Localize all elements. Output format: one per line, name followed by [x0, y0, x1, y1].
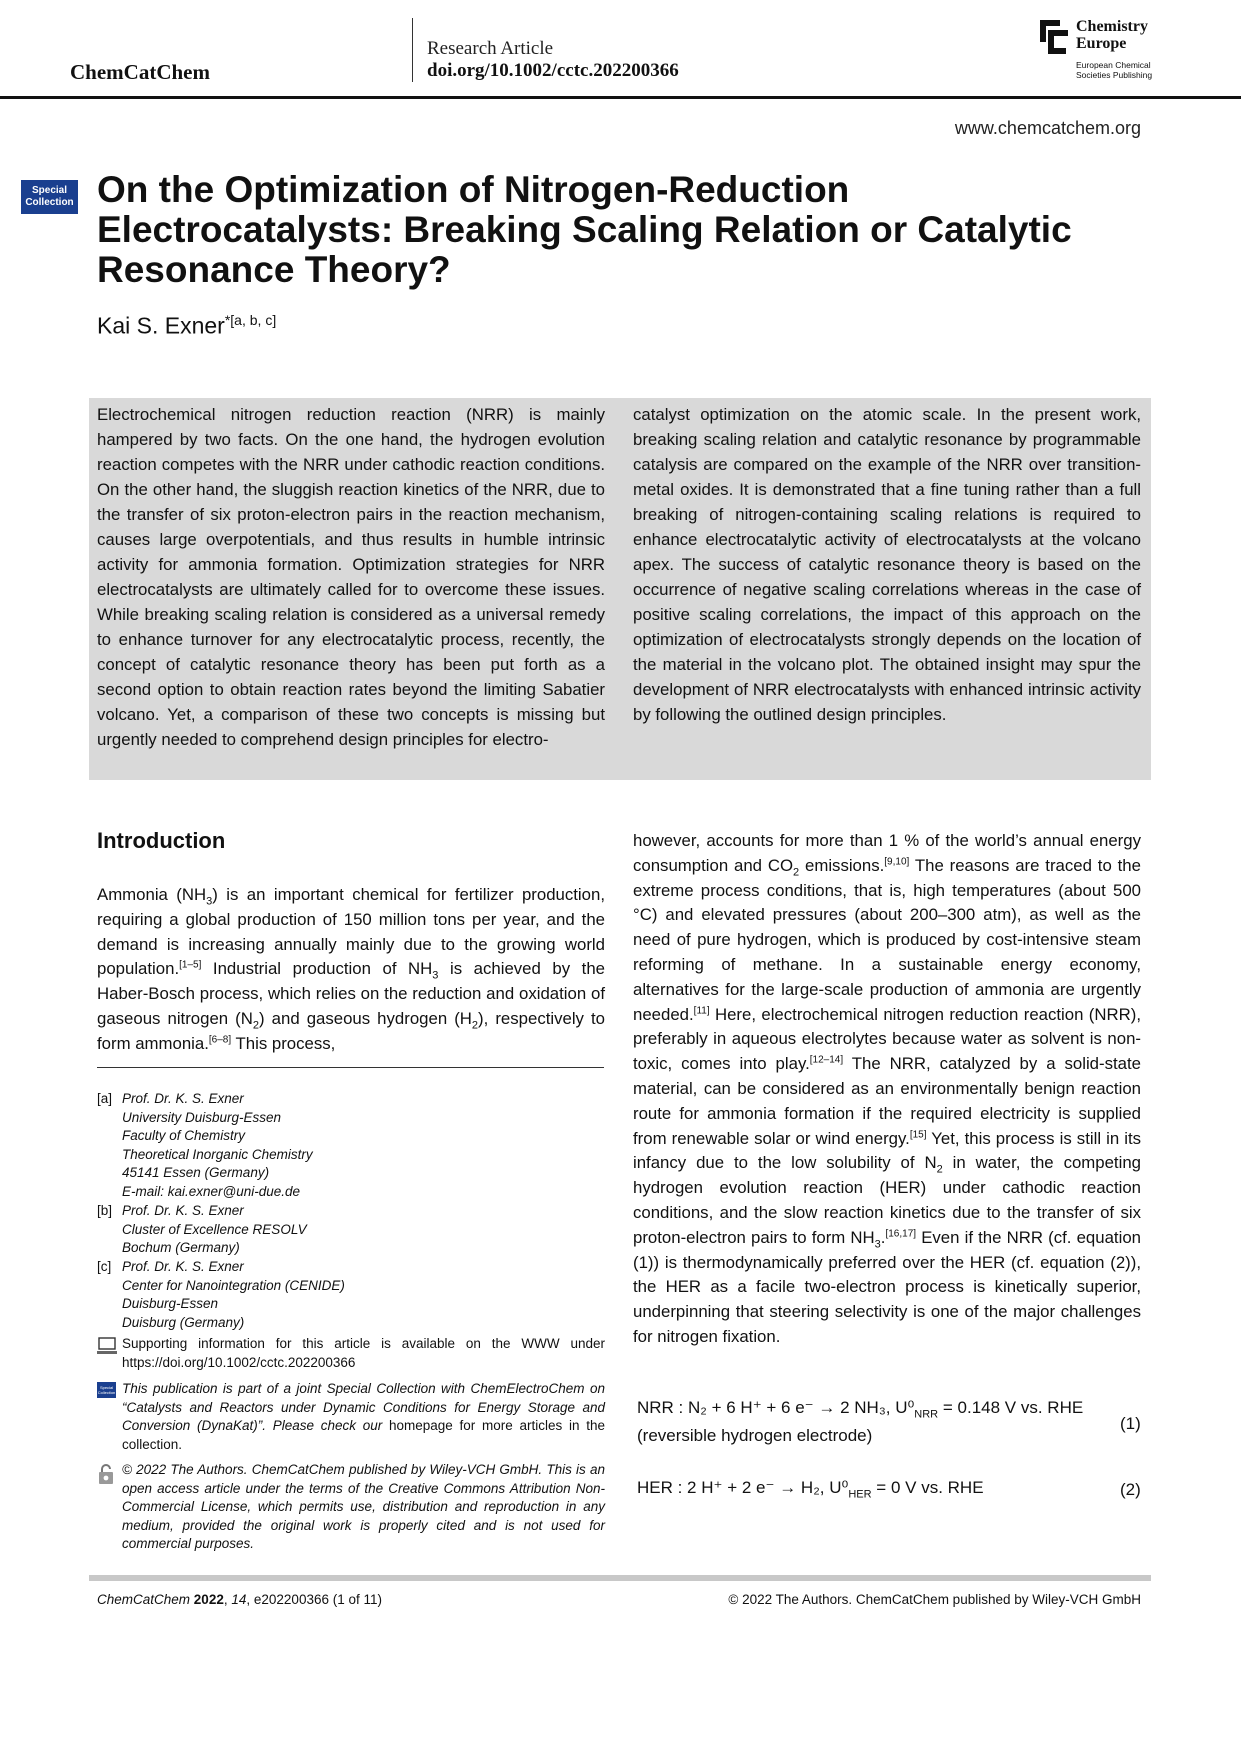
title-line-1: On the Optimization of Nitrogen-Reduction — [97, 169, 850, 210]
text: Ammonia (NH — [97, 885, 207, 904]
author-name[interactable]: Kai S. Exner — [97, 312, 225, 339]
affiliation-divider — [97, 1067, 604, 1068]
subscript: 3 — [874, 1238, 881, 1251]
collection-note-text: This publication is part of a joint Special Collection with ChemElectroChem on “Catalysts and Reactors under Dynamic Conditions for Energy Storage and Conversion (DynaKat)”. Please check our — [122, 1381, 605, 1433]
citation[interactable]: [12–14] — [809, 1054, 844, 1066]
affiliation-line: Bochum (Germany) — [122, 1240, 240, 1256]
text: The NRR, catalyzed by a solid-state material, can be considered as an environmentally benign reaction route for ammonia formation if the required electricity is supplied from renewable solar or wind energy. — [633, 1054, 1141, 1148]
citation[interactable]: [1–5] — [179, 959, 202, 971]
introduction-column-2 — [633, 829, 1141, 1350]
equation-2-text: HER : 2 H⁺ + 2 e⁻ → H₂, U⁰ — [637, 1478, 849, 1497]
equation-1 — [637, 1398, 1084, 1421]
text: Yet, this process is still in its infancy due to the low solubility of N — [633, 1128, 1142, 1173]
abstract-column-1: Electrochemical nitrogen reduction reaction (NRR) is mainly hampered by two facts. On the one hand, the hydrogen evolution reaction competes with the NRR under cathodic reaction conditions. On the other hand, the sluggish reaction kinetics of the NRR, due to the transfer of six proton-electron pairs in the reaction mechanism, causes large overpotentials, and thus results in humble intrinsic activity for ammonia formation. Optimization strategies for NRR electrocatalysts are ultimately called for to overcome these issues. While breaking scaling relation is considered as a universal remedy to enhance turnover for any electrocatalytic process, recently, the concept of catalytic resonance theory has been put forth as a second option to obtain reaction rates beyond the limiting Sabatier volcano. Yet, a comparison of these two concepts is missing but urgently needed to comprehend design principles for electro- — [97, 405, 605, 749]
footer-copyright: © 2022 The Authors. ChemCatChem published by Wiley-VCH GmbH — [728, 1592, 1141, 1607]
subscript: 3 — [432, 969, 439, 982]
affiliation-label: [c] — [97, 1259, 112, 1274]
title-line-2: Electrocatalysts: Breaking Scaling Relation or Catalytic — [97, 209, 1072, 250]
text: ) is an important chemical for fertilizer production, requiring a global production of 150 million tons per year, and the demand is increasing annually mainly due to the growing world population. — [97, 885, 605, 979]
equation-1-subscript: NRR — [914, 1408, 939, 1421]
subscript: 2 — [793, 866, 800, 879]
article-title — [97, 170, 1097, 290]
affiliation-line: Faculty of Chemistry — [122, 1128, 246, 1144]
text: emissions. — [799, 855, 885, 875]
affiliation-line: 45141 Essen (Germany) — [122, 1165, 270, 1181]
text: in water, the competing hydrogen evolution reaction (HER) under cathodic reaction conditions, and the slow reaction kinetics due to the transfer of six proton-electron pairs to form NH — [633, 1153, 1141, 1247]
affiliation-line: University Duisburg-Essen — [122, 1109, 282, 1125]
header-rule — [0, 96, 1241, 99]
doi-link[interactable]: doi.org/10.1002/cctc.202200366 — [427, 60, 679, 81]
footer-citation: ChemCatChem 2022, 14, e202200366 (1 of 11) — [97, 1592, 382, 1607]
logo-line1: Chemistry — [1076, 18, 1148, 35]
equation-2-number: (2) — [1120, 1480, 1141, 1499]
title-line-3: Resonance Theory? — [97, 249, 451, 290]
badge-line2: Collection — [25, 197, 74, 208]
logo-sub2: Societies Publishing — [1076, 70, 1153, 80]
citation[interactable]: [9,10] — [884, 856, 910, 868]
text: is achieved by the Haber-Bosch process, which relies on the reduction and oxidation of gaseous nitrogen (N — [97, 959, 605, 1028]
computer-icon — [97, 1337, 117, 1355]
author-affiliation-marks: *[a, b, c] — [224, 312, 277, 328]
affiliation-label: [b] — [97, 1203, 113, 1218]
text: ) and gaseous hydrogen (H — [259, 1008, 472, 1028]
special-collection-note — [97, 1380, 605, 1456]
text: The reasons are traced to the extreme process conditions, that is, high temperatures (about 500 °C) and elevated pressures (about 200–300 atm), as well as the need of pure hydrogen, which is produced by cost-intensive steam reforming of methane. In a sustainable energy economy, alternatives for the large-scale production of ammonia are urgently needed. — [633, 855, 1141, 1024]
footer-journal: ChemCatChem — [97, 1592, 191, 1607]
citation[interactable]: [11] — [693, 1004, 710, 1016]
supporting-info-text[interactable]: Supporting information for this article is available on the WWW under https://doi.org/10.1002/cctc.202200366 — [122, 1336, 605, 1370]
affiliation-line: Duisburg-Essen — [122, 1296, 219, 1312]
footer-article-number: , e202200366 (1 of 11) — [246, 1592, 382, 1607]
license-note — [97, 1461, 605, 1557]
text: Here, electrochemical nitrogen reduction reaction (NRR), preferably in aqueous electrolytes because water as solvent is non-toxic, comes into play. — [633, 1004, 1141, 1074]
equation-2-subscript: HER — [848, 1488, 872, 1501]
affiliation-email-link[interactable]: E-mail: kai.exner@uni-due.de — [122, 1184, 301, 1199]
subscript: 2 — [471, 1019, 479, 1032]
equation-1-text: NRR : N₂ + 6 H⁺ + 6 e⁻ → 2 NH₃, U⁰ — [637, 1398, 915, 1417]
affiliation-line: Cluster of Excellence RESOLV — [122, 1221, 307, 1237]
text: Even if the NRR (cf. equation (1)) is thermodynamically preferred over the HER (cf. equation (2)), the HER as a facile two-electron process is kinetically superior, underpinning that steering selectivity is one of the major challenges for nitrogen fixation. — [633, 1227, 1141, 1346]
header-divider — [412, 18, 413, 82]
affiliation-line: Theoretical Inorganic Chemistry — [122, 1146, 313, 1162]
citation[interactable]: [6–8] — [208, 1034, 232, 1046]
affiliation-line: Center for Nanointegration (CENIDE) — [122, 1277, 345, 1293]
journal-website-link[interactable]: www.chemcatchem.org — [954, 118, 1141, 138]
journal-name: ChemCatChem — [70, 60, 210, 84]
introduction-column-1 — [97, 883, 605, 1057]
section-heading-introduction: Introduction — [97, 828, 226, 853]
equation-2 — [637, 1478, 984, 1501]
affiliation-line: Prof. Dr. K. S. Exner — [122, 1203, 244, 1218]
footer-volume: 14 — [231, 1592, 247, 1607]
special-collection-icon: Special Collection — [97, 1382, 116, 1398]
equation-1-number: (1) — [1120, 1414, 1141, 1433]
equation-1-line-2: (reversible hydrogen electrode) — [637, 1426, 873, 1445]
logo-sub1: European Chemical — [1076, 60, 1151, 70]
supporting-info-note — [97, 1335, 605, 1375]
footer-year: 2022 — [193, 1592, 224, 1607]
subscript: 2 — [936, 1163, 943, 1176]
text: ), respectively to form ammonia. — [97, 1008, 605, 1053]
logo-line2: Europe — [1076, 35, 1127, 52]
abstract-column-2: catalyst optimization on the atomic scale. In the present work, breaking scaling relation and catalytic resonance by programmable catalysis are compared on the example of the NRR over transition-metal oxides. It is demonstrated that a fine tuning rather than a full breaking of nitrogen-containing scaling relations is required to enhance electrocatalytic activity of electrocatalysts at the volcano apex. The success of catalytic resonance theory is based on the occurrence of negative scaling correlations whereas in the case of positive scaling correlations, the impact of this approach on the optimization of electrocatalysts strongly depends on the location of the material in the volcano plot. The obtained insight may spur the development of NRR electrocatalysts with enhanced intrinsic activity by following the outlined design principles. — [633, 405, 1141, 724]
open-access-lock-icon — [97, 1463, 115, 1485]
citation[interactable]: [15] — [909, 1128, 927, 1140]
collection-homepage-link[interactable]: homepage for more articles in the collection. — [122, 1418, 605, 1452]
affiliation-line: Prof. Dr. K. S. Exner — [122, 1091, 244, 1106]
badge-line1: Special — [31, 185, 68, 196]
chemistry-europe-logo[interactable] — [1040, 18, 1170, 82]
author-line — [97, 312, 276, 340]
article-type: Research Article — [427, 38, 554, 59]
text: Industrial production of NH — [201, 959, 433, 979]
equation-1-tail: = 0.148 V vs. RHE — [938, 1398, 1084, 1417]
affiliation-line: Prof. Dr. K. S. Exner — [122, 1259, 244, 1274]
affiliation-label: [a] — [97, 1091, 113, 1106]
text: This process, — [231, 1033, 336, 1053]
license-text: © 2022 The Authors. ChemCatChem published by Wiley-VCH GmbH. This is an open access article under the terms of the Creative Commons Attribution Non-Commercial License, which permits use, distribution and reproduction in any medium, provided the original work is properly cited and is not used for commercial purposes. — [122, 1462, 605, 1551]
text: however, accounts for more than 1 % of the world’s annual energy consumption and CO — [633, 831, 1141, 875]
text: . — [880, 1227, 886, 1247]
chemistry-europe-logo-icon — [1040, 20, 1068, 54]
affiliation-line: Duisburg (Germany) — [122, 1314, 245, 1330]
citation[interactable]: [16,17] — [885, 1228, 917, 1240]
subscript: 2 — [252, 1019, 260, 1032]
footer-rule — [89, 1575, 1151, 1581]
subscript: 3 — [206, 895, 213, 908]
equation-2-tail: = 0 V vs. RHE — [871, 1478, 984, 1497]
special-collection-badge — [21, 180, 78, 214]
